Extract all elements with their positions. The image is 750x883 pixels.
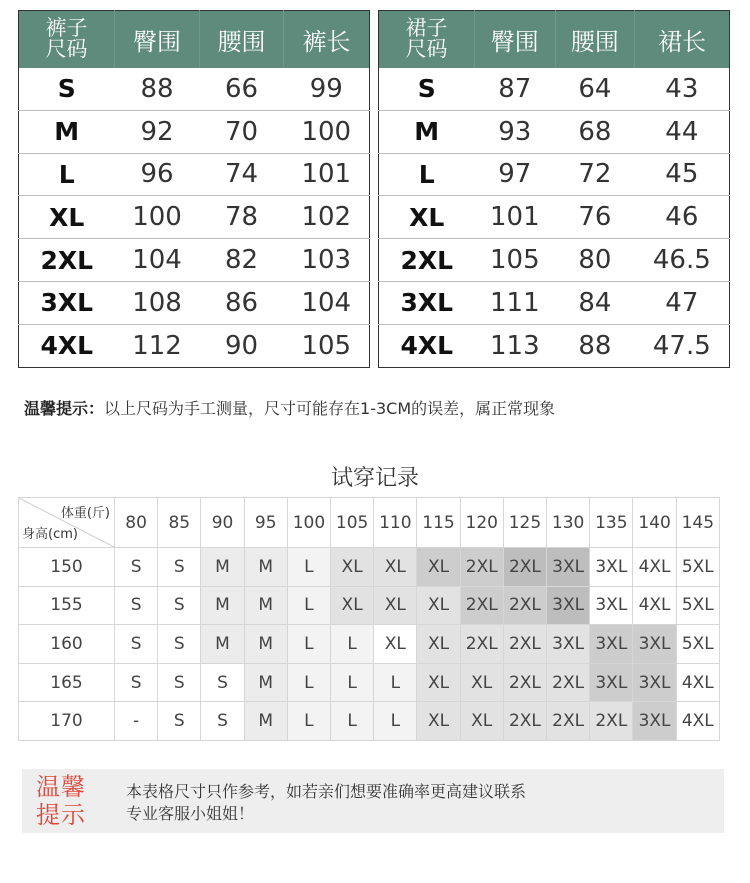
size-recommendation-cell: 3XL	[590, 663, 633, 702]
skirt-value-cell: 111	[475, 281, 556, 324]
size-recommendation-cell: 3XL	[547, 625, 590, 664]
pants-value-cell: 101	[284, 153, 370, 196]
pants-header-row	[19, 11, 370, 68]
tryon-table-body	[19, 548, 720, 741]
tryon-table	[18, 497, 720, 741]
size-recommendation-cell: M	[244, 702, 287, 741]
pants-value-cell: 78	[200, 196, 284, 239]
pants-table-body	[19, 68, 370, 368]
size-recommendation-cell: 2XL	[547, 663, 590, 702]
skirt-row	[379, 153, 730, 196]
skirt-header-row	[379, 11, 730, 68]
skirt-value-cell: 47	[635, 281, 730, 324]
size-recommendation-cell: S	[158, 663, 201, 702]
size-recommendation-cell: XL	[460, 663, 503, 702]
pants-size-cell: 4XL	[40, 331, 94, 361]
pants-value-cell: 82	[200, 239, 284, 282]
skirt-value-cell: 84	[555, 281, 635, 324]
tryon-row	[19, 548, 720, 587]
skirt-value-cell: 72	[555, 153, 635, 196]
pants-size-cell: 3XL	[19, 281, 115, 324]
pants-value-cell: 70	[200, 110, 284, 153]
size-recommendation-cell: L	[287, 548, 330, 587]
skirt-size-cell: S	[379, 68, 475, 111]
height-cell: 150	[19, 548, 115, 587]
tryon-corner-cell	[19, 498, 115, 548]
pants-length-header: 裤长	[284, 11, 370, 68]
skirt-value-cell: 46.5	[635, 239, 730, 282]
skirt-value-cell: 113	[489, 330, 540, 361]
skirt-row	[379, 196, 730, 239]
weight-axis-label: 体重(斤)	[60, 506, 110, 521]
weight-header-cell: 100	[287, 498, 330, 548]
pants-size-cell: XL	[19, 196, 115, 239]
pants-size-cell: L	[19, 153, 115, 196]
size-recommendation-cell: S	[201, 702, 244, 741]
bottom-tip-badge	[36, 773, 86, 829]
tryon-header-row	[19, 498, 720, 548]
pants-value-cell: 112	[132, 330, 182, 361]
size-recommendation-cell: L	[331, 663, 374, 702]
size-recommendation-cell: XL	[417, 548, 460, 587]
size-recommendation-cell: 3XL	[590, 586, 633, 625]
weight-header-cell: 110	[374, 498, 417, 548]
size-recommendation-cell: L	[331, 625, 374, 664]
height-cell: 170	[19, 702, 115, 741]
size-recommendation-cell: L	[287, 625, 330, 664]
pants-row	[19, 68, 370, 111]
size-recommendation-cell: 5XL	[676, 548, 719, 587]
size-recommendation-cell: M	[244, 625, 287, 664]
skirt-value-cell: 45	[635, 153, 730, 196]
skirt-value-cell: 47.5	[652, 330, 711, 361]
weight-header-cell: 120	[460, 498, 503, 548]
pants-row	[19, 239, 370, 282]
size-recommendation-cell: 5XL	[676, 586, 719, 625]
height-cell: 165	[19, 663, 115, 702]
skirt-size-cell: M	[379, 110, 475, 153]
size-recommendation-cell: M	[244, 586, 287, 625]
size-recommendation-cell: 3XL	[547, 548, 590, 587]
bottom-tip-box	[22, 769, 724, 833]
weight-header-cell: 135	[590, 498, 633, 548]
skirt-waist-header: 腰围	[555, 11, 635, 68]
skirt-size-header-line2: 尺码	[405, 37, 448, 62]
pants-value-cell: 92	[115, 110, 200, 153]
weight-header-cell: 145	[676, 498, 719, 548]
pants-value-cell: 103	[284, 239, 370, 282]
tryon-title: 试穿记录	[330, 466, 419, 491]
pants-row	[19, 324, 370, 367]
height-cell: 155	[19, 586, 115, 625]
skirt-value-cell: 93	[475, 110, 556, 153]
skirt-value-cell: 76	[555, 196, 635, 239]
size-recommendation-cell: 4XL	[676, 702, 719, 741]
height-cell: 160	[19, 625, 115, 664]
size-recommendation-cell: 2XL	[503, 663, 546, 702]
pants-size-header-line2: 尺码	[45, 37, 88, 62]
pants-value-cell: 99	[284, 68, 370, 111]
size-recommendation-cell: 2XL	[503, 625, 546, 664]
size-recommendation-cell: XL	[460, 702, 503, 741]
pants-value-cell: 66	[200, 68, 284, 111]
pants-value-cell: 104	[115, 239, 200, 282]
pants-row	[19, 281, 370, 324]
size-recommendation-cell: S	[158, 702, 201, 741]
size-recommendation-cell: M	[244, 663, 287, 702]
size-recommendation-cell: 3XL	[633, 702, 676, 741]
size-recommendation-cell: 5XL	[676, 625, 719, 664]
skirt-row	[379, 68, 730, 111]
skirt-hip-header: 臀围	[475, 11, 556, 68]
size-recommendation-cell: S	[115, 548, 158, 587]
bottom-tip-line2: 专业客服小姐姐！	[126, 804, 255, 823]
size-recommendation-cell: -	[115, 702, 158, 741]
size-recommendation-cell: M	[201, 625, 244, 664]
pants-size-table	[18, 10, 370, 368]
size-recommendation-cell: L	[331, 702, 374, 741]
size-recommendation-cell: 2XL	[503, 548, 546, 587]
tip-text: 以上尺码为手工测量，尺寸可能存在1-3CM的误差，属正常现象	[104, 399, 556, 418]
pants-row	[19, 153, 370, 196]
tryon-row	[19, 625, 720, 664]
weight-header-cell: 85	[158, 498, 201, 548]
skirt-value-cell: 80	[555, 239, 635, 282]
size-recommendation-cell: 4XL	[676, 663, 719, 702]
skirt-value-cell: 46	[635, 196, 730, 239]
size-recommendation-cell: 2XL	[590, 702, 633, 741]
tryon-row	[19, 586, 720, 625]
size-recommendation-cell: M	[244, 548, 287, 587]
size-recommendation-cell: 3XL	[590, 548, 633, 587]
weight-header-cell: 130	[547, 498, 590, 548]
pants-size-cell: M	[19, 110, 115, 153]
size-recommendation-cell: S	[158, 586, 201, 625]
skirt-table-body	[379, 68, 730, 368]
skirt-value-cell: 68	[555, 110, 635, 153]
pants-value-cell: 74	[200, 153, 284, 196]
pants-value-cell: 102	[284, 196, 370, 239]
size-recommendation-cell: 4XL	[633, 548, 676, 587]
pants-value-cell: 88	[115, 68, 200, 111]
size-recommendation-cell: L	[287, 702, 330, 741]
pants-size-cell: S	[19, 68, 115, 111]
size-recommendation-cell: XL	[374, 548, 417, 587]
pants-size-header	[19, 11, 115, 68]
skirt-value-cell: 105	[475, 239, 556, 282]
size-recommendation-cell: M	[201, 548, 244, 587]
size-recommendation-cell: L	[374, 663, 417, 702]
skirt-size-table	[378, 10, 730, 368]
size-recommendation-cell: 2XL	[460, 548, 503, 587]
size-recommendation-cell: 2XL	[460, 625, 503, 664]
measurement-tip	[24, 396, 555, 419]
size-recommendation-cell: 2XL	[547, 702, 590, 741]
pants-value-cell: 96	[115, 153, 200, 196]
size-recommendation-cell: 4XL	[633, 586, 676, 625]
skirt-length-header: 裙长	[635, 11, 730, 68]
skirt-value-cell: 88	[578, 330, 612, 361]
bottom-tip-text	[126, 781, 526, 825]
pants-row	[19, 196, 370, 239]
size-recommendation-cell: XL	[417, 702, 460, 741]
size-recommendation-cell: XL	[331, 586, 374, 625]
size-recommendation-cell: L	[287, 586, 330, 625]
pants-row	[19, 110, 370, 153]
pants-value-cell: 108	[115, 281, 200, 324]
size-recommendation-cell: L	[374, 702, 417, 741]
size-recommendation-cell: S	[115, 586, 158, 625]
size-recommendation-cell: S	[201, 663, 244, 702]
size-recommendation-cell: M	[201, 586, 244, 625]
skirt-size-cell: XL	[379, 196, 475, 239]
size-recommendation-cell: S	[158, 548, 201, 587]
size-recommendation-cell: 3XL	[590, 625, 633, 664]
size-recommendation-cell: S	[115, 625, 158, 664]
tryon-row	[19, 663, 720, 702]
size-recommendation-cell: 2XL	[503, 702, 546, 741]
pants-size-header-line1: 裤子	[45, 16, 88, 41]
size-recommendation-cell: XL	[417, 663, 460, 702]
pants-value-cell: 105	[301, 330, 352, 361]
pants-value-cell: 100	[115, 196, 200, 239]
skirt-size-header	[379, 11, 475, 68]
pants-value-cell: 100	[284, 110, 370, 153]
skirt-row	[379, 110, 730, 153]
skirt-row	[379, 324, 730, 367]
pants-size-cell: 2XL	[19, 239, 115, 282]
tip-label: 温馨提示：	[24, 399, 105, 418]
size-recommendation-cell: 2XL	[503, 586, 546, 625]
weight-header-cell: 105	[331, 498, 374, 548]
weight-header-cell: 80	[115, 498, 158, 548]
skirt-value-cell: 97	[475, 153, 556, 196]
pants-value-cell: 86	[200, 281, 284, 324]
skirt-size-header-line1: 裙子	[405, 16, 448, 41]
pants-waist-header: 腰围	[200, 11, 284, 68]
badge-line1: 温馨	[36, 773, 86, 801]
size-recommendation-cell: XL	[417, 625, 460, 664]
skirt-value-cell: 87	[475, 68, 556, 111]
size-recommendation-cell: XL	[417, 586, 460, 625]
pants-hip-header: 臀围	[115, 11, 200, 68]
weight-header-cell: 140	[633, 498, 676, 548]
skirt-value-cell: 64	[555, 68, 635, 111]
skirt-size-cell: L	[379, 153, 475, 196]
size-recommendation-cell: S	[115, 663, 158, 702]
weight-header-cell: 90	[201, 498, 244, 548]
weight-header-cell: 125	[503, 498, 546, 548]
pants-value-cell: 104	[284, 281, 370, 324]
size-recommendation-cell: XL	[374, 625, 417, 664]
size-recommendation-cell: XL	[374, 586, 417, 625]
bottom-tip-line1: 本表格尺寸只作参考，如若亲们想要准确率更高建议联系	[126, 782, 527, 801]
skirt-value-cell: 44	[635, 110, 730, 153]
size-recommendation-cell: 3XL	[547, 586, 590, 625]
tryon-row	[19, 702, 720, 741]
badge-line2: 提示	[36, 801, 86, 829]
size-recommendation-cell: XL	[331, 548, 374, 587]
size-recommendation-cell: 3XL	[633, 663, 676, 702]
skirt-row	[379, 281, 730, 324]
size-recommendation-cell: 2XL	[460, 586, 503, 625]
size-recommendation-cell: L	[287, 663, 330, 702]
skirt-size-cell: 3XL	[379, 281, 475, 324]
pants-value-cell: 90	[225, 330, 259, 361]
weight-header-cell: 115	[417, 498, 460, 548]
weight-header-cell: 95	[244, 498, 287, 548]
skirt-row	[379, 239, 730, 282]
skirt-value-cell: 101	[475, 196, 556, 239]
size-recommendation-cell: 3XL	[633, 625, 676, 664]
size-recommendation-cell: S	[158, 625, 201, 664]
skirt-size-cell: 4XL	[400, 331, 454, 361]
skirt-size-cell: 2XL	[379, 239, 475, 282]
skirt-value-cell: 43	[635, 68, 730, 111]
height-axis-label: 身高(cm)	[22, 527, 78, 542]
